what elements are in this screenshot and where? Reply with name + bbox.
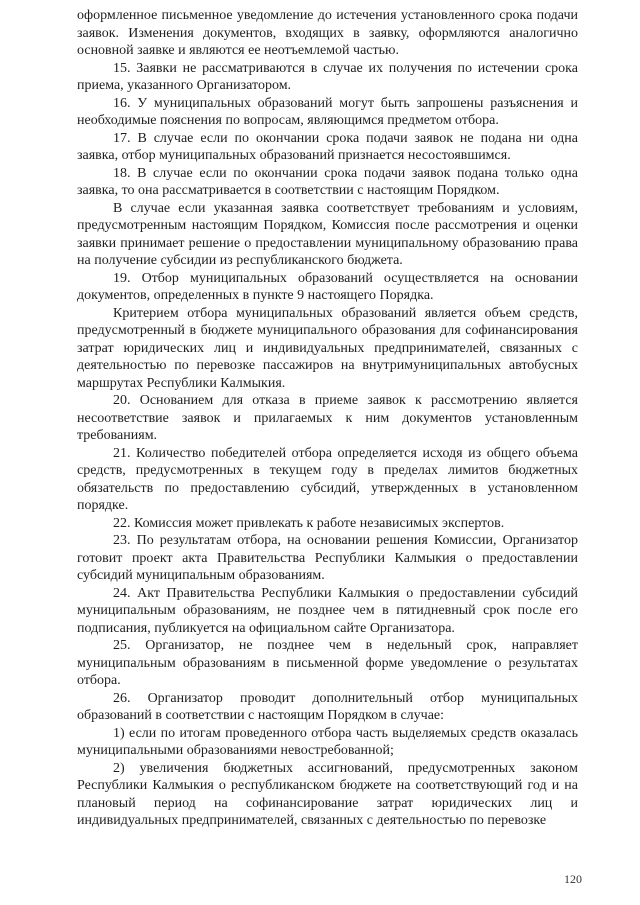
paragraph: 24. Акт Правительства Республики Калмыкия о предоставлении субсидий муниципальным образованиям, не позднее чем в пятидневный срок после его подписания, публикуется на официальном сайте Организатора. [77,585,578,636]
paragraph: 26. Организатор проводит дополнительный отбор муниципальных образований в соответствии с настоящим Порядком в случае: [77,690,578,723]
paragraph: 1) если по итогам проведенного отбора часть выделяемых средств оказалась муниципальными образованиями невостребованной; [77,725,578,758]
paragraph: 25. Организатор, не позднее чем в недельный срок, направляет муниципальным образованиям в письменной форме уведомление о результатах отбора. [77,638,578,688]
paragraph: 16. У муниципальных образований могут быть запрошены разъяснения и необходимые пояснения по вопросам, являющимся предметом отбора. [77,95,578,128]
paragraph: В случае если указанная заявка соответствует требованиям и условиям, предусмотренным настоящим Порядком, Комиссия после рассмотрения и оценки заявки принимает решение о предоставлении муниципальному образованию права на получение субсидии из республиканского бюджета. [77,200,578,268]
paragraph: 21. Количество победителей отбора определяется исходя из общего объема средств, предусмотренных в текущем году в пределах лимитов бюджетных обязательств по предоставлению субсидий, утвержденных в установленном порядке. [77,445,578,513]
paragraph: 20. Основанием для отказа в приеме заявок к рассмотрению является несоответствие заявок и прилагаемых к ним документов установленным требованиям. [77,393,578,443]
page-number: 120 [564,872,582,886]
document-body [77,7,578,830]
paragraph: 17. В случае если по окончании срока подачи заявок не подана ни одна заявка, отбор муниципальных образований признается несостоявшимся. [77,130,578,163]
paragraph: оформленное письменное уведомление до истечения установленного срока подачи заявок. Изменения документов, входящих в заявку, оформляются аналогично основной заявке и являются ее неотъемлемой частью. [77,8,578,58]
paragraph: 2) увеличения бюджетных ассигнований, предусмотренных законом Республики Калмыкия о республиканском бюджете на соответствующий год и на плановый период на софинансирование затрат юридических лиц и индивидуальных предпринимателей, связанных с деятельностью по перевозке [77,760,578,828]
paragraph: Критерием отбора муниципальных образований является объем средств, предусмотренный в бюджете муниципального образования для софинансирования затрат юридических лиц и индивидуальных предпринимателей, связанных с деятельностью по перевозке пассажиров на внутримуниципальных автобусных маршрутах Республики Калмыкия. [77,305,578,391]
paragraph: 18. В случае если по окончании срока подачи заявок подана только одна заявка, то она рассматривается в соответствии с настоящим Порядком. [77,165,578,198]
paragraph: 23. По результатам отбора, на основании решения Комиссии, Организатор готовит проект акта Правительства Республики Калмыкия о предоставлении субсидий муниципальным образованиям. [77,533,578,583]
paragraph: 22. Комиссия может привлекать к работе независимых экспертов. [113,515,505,531]
paragraph: 19. Отбор муниципальных образований осуществляется на основании документов, определенных в пункте 9 настоящего Порядка. [77,270,578,303]
paragraph: 15. Заявки не рассматриваются в случае их получения по истечении срока приема, указанного Организатором. [77,60,578,93]
